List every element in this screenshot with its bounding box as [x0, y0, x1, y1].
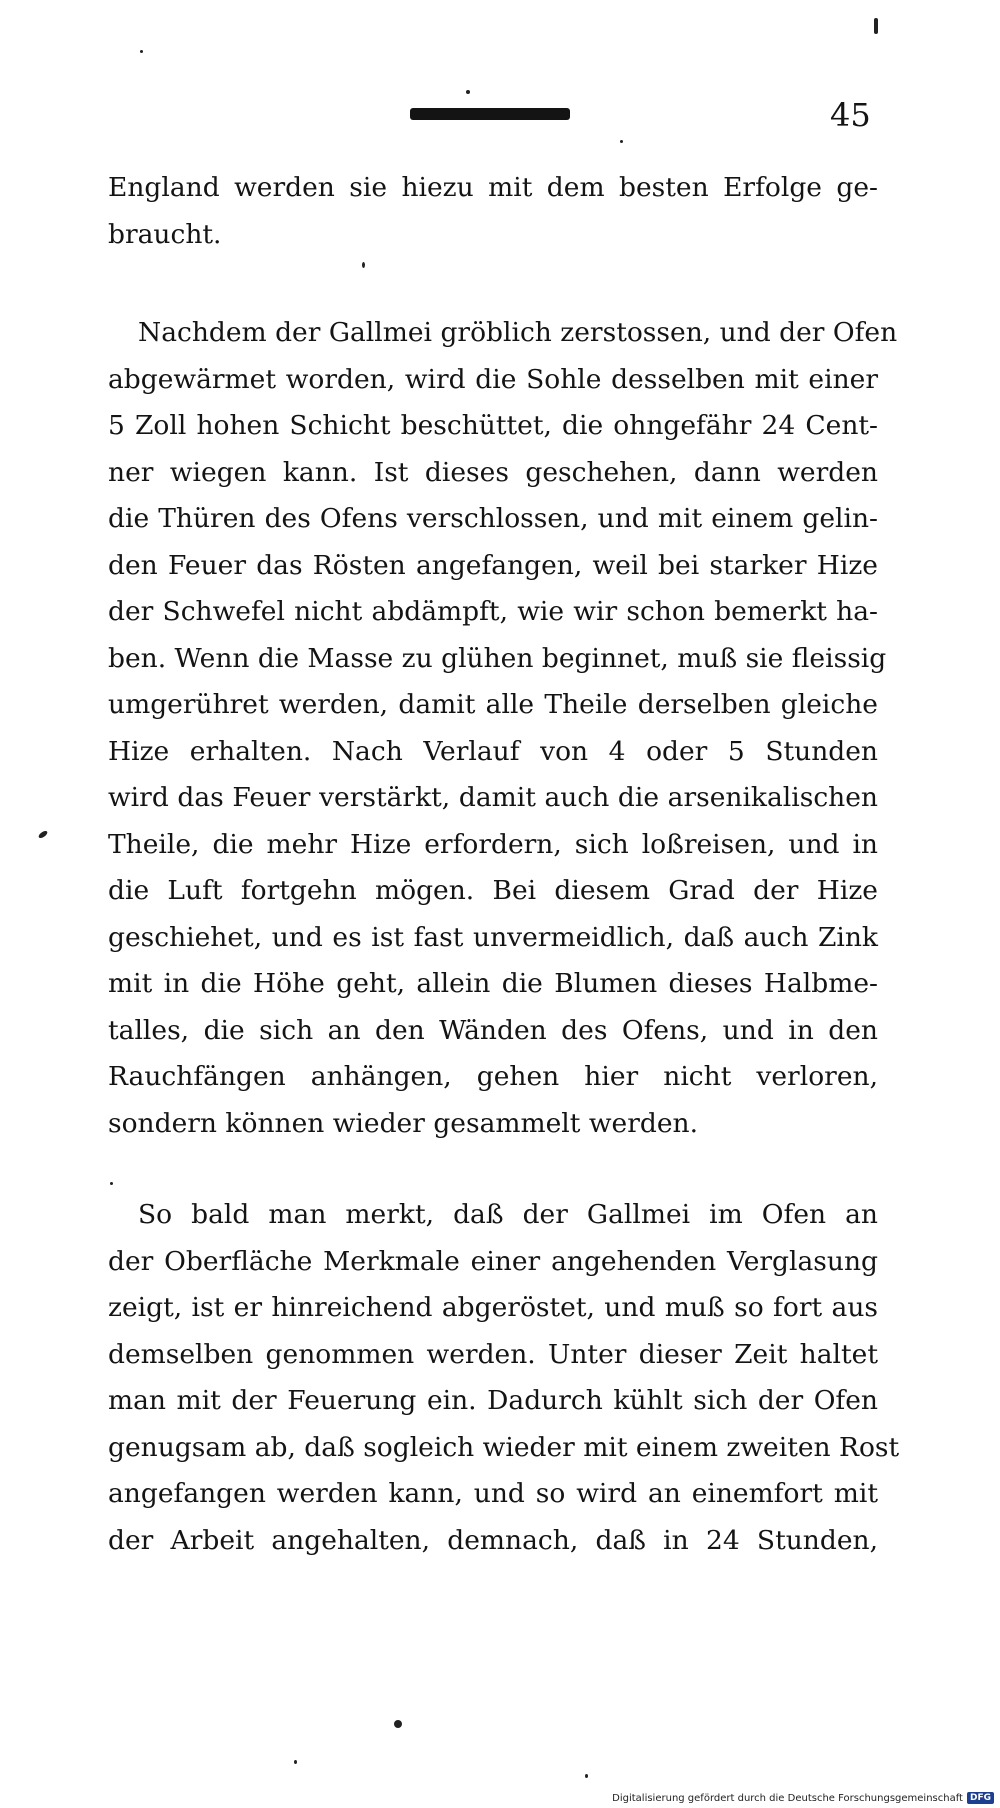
text-line: So bald man merkt, daß der Gallmei im Ofen an — [138, 1199, 878, 1230]
text-line: ner wiegen kann. Ist dieses geschehen, dann werden — [108, 456, 878, 488]
dfg-logo-icon: DFG — [967, 1792, 994, 1804]
text-line: Theile, die mehr Hize erfordern, sich loßreisen, und in — [108, 828, 878, 860]
text-line: den Feuer das Rösten angefangen, weil bei starker Hize — [108, 549, 878, 581]
ink-speck — [140, 50, 143, 53]
text-line: wird das Feuer verstärkt, damit auch die arsenikalischen — [108, 782, 878, 813]
ink-speck — [110, 1182, 113, 1185]
text-line: mit in die Höhe geht, allein die Blumen dieses Halbme- — [108, 968, 878, 999]
text-line: die Thüren des Ofens verschlossen, und mit einem gelin- — [108, 503, 878, 534]
ink-speck — [466, 90, 470, 94]
text-line: geschiehet, und es ist fast unvermeidlich, daß auch Zink — [108, 921, 878, 953]
text-line: der Schwefel nicht abdämpft, wie wir schon bemerkt ha- — [108, 596, 878, 627]
ink-speck — [294, 1760, 297, 1764]
digitization-footer — [612, 1790, 994, 1806]
text-line: abgewärmet worden, wird die Sohle desselben mit einer — [108, 363, 878, 395]
header-rule — [410, 108, 570, 120]
text-line: angefangen werden kann, und so wird an einemfort mit — [108, 1478, 878, 1509]
text-line: Hize erhalten. Nach Verlauf von 4 oder 5 Stunden — [108, 735, 878, 767]
text-line: der Arbeit angehalten, demnach, daß in 24 Stunden, — [108, 1524, 878, 1556]
paragraph-1 — [108, 165, 878, 258]
text-line: braucht. — [108, 218, 222, 250]
text-line: demselben genommen werden. Unter dieser Zeit haltet — [108, 1338, 878, 1370]
text-line: 5 Zoll hohen Schicht beschüttet, die ohngefähr 24 Cent- — [108, 410, 878, 441]
text-line: umgerühret werden, damit alle Theile derselben gleiche — [108, 689, 878, 720]
ink-speck — [37, 830, 48, 840]
text-line: die Luft fortgehn mögen. Bei diesem Grad der Hize — [108, 875, 878, 906]
text-line: der Oberfläche Merkmale einer angehenden Verglasung — [108, 1245, 878, 1277]
text-line: ben. Wenn die Masse zu glühen beginnet, muß sie fleissig — [108, 642, 887, 674]
text-line: sondern können wieder gesammelt werden. — [108, 1107, 699, 1139]
ink-speck — [874, 18, 878, 34]
text-line: England werden sie hiezu mit dem besten Erfolge ge- — [108, 172, 878, 203]
text-line: zeigt, ist er hinreichend abgeröstet, und muß so fort aus — [108, 1292, 878, 1323]
page-number: 45 — [830, 96, 871, 134]
footer-text: Digitalisierung gefördert durch die Deutsche Forschungsgemeinschaft — [612, 1792, 963, 1804]
ink-speck — [585, 1774, 588, 1778]
paragraph-3 — [108, 1192, 900, 1564]
text-line: genugsam ab, daß sogleich wieder mit einem zweiten Rost — [108, 1431, 900, 1463]
ink-speck — [362, 262, 365, 268]
paragraph-2 — [108, 310, 898, 1147]
text-line: Rauchfängen anhängen, gehen hier nicht verloren, — [108, 1061, 878, 1092]
text-line: talles, die sich an den Wänden des Ofens, und in den — [108, 1014, 878, 1046]
ink-speck — [394, 1720, 402, 1728]
text-line: man mit der Feuerung ein. Dadurch kühlt sich der Ofen — [108, 1385, 878, 1416]
ink-speck — [620, 140, 623, 143]
text-line: Nachdem der Gallmei gröblich zerstossen, und der Ofen — [138, 317, 898, 348]
